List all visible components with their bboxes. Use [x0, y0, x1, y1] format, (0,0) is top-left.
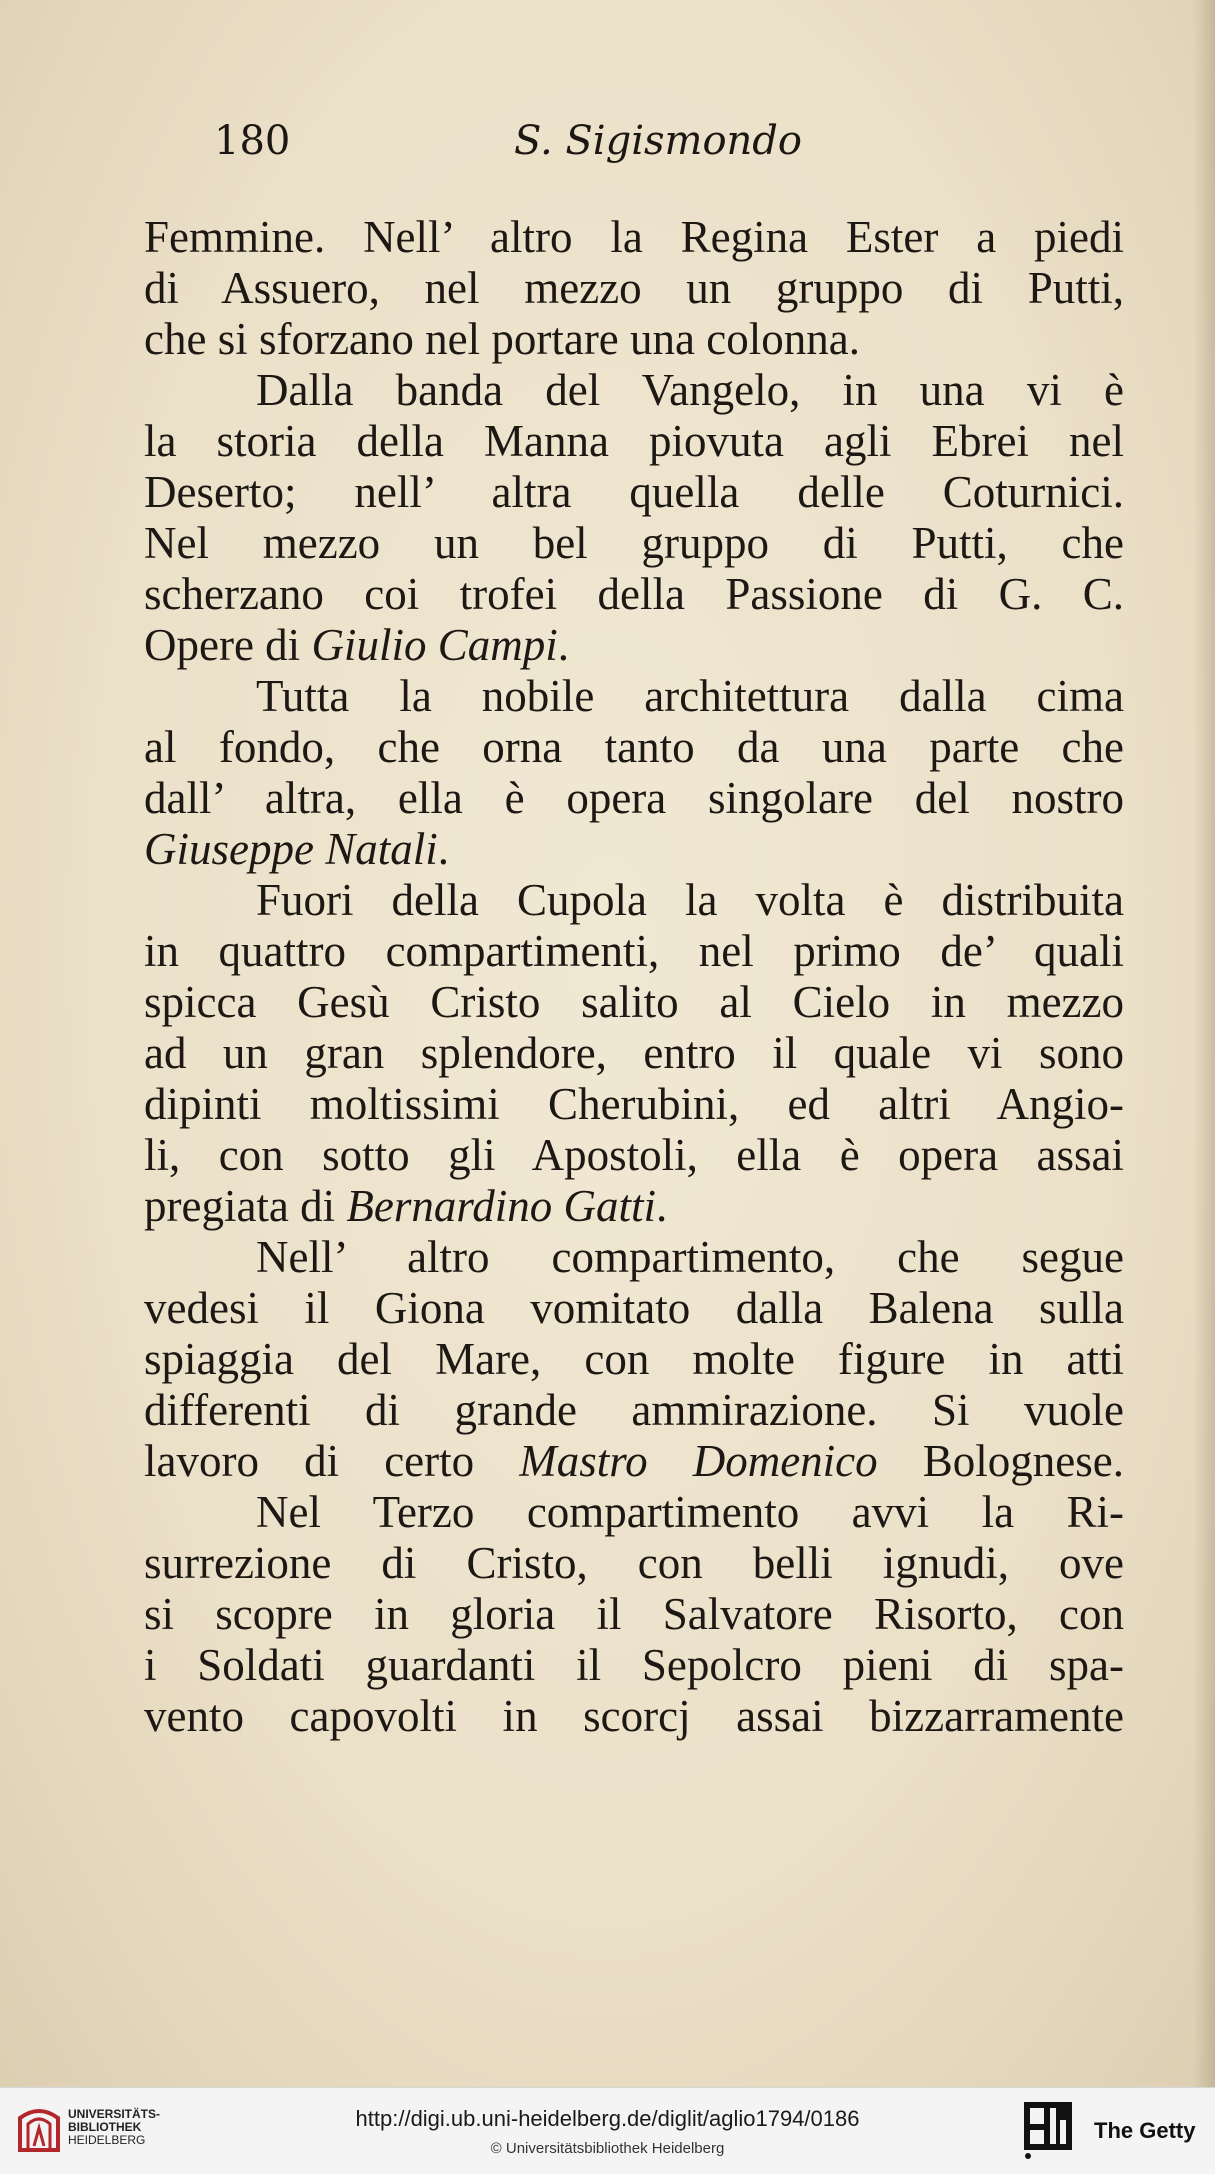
text-line: di Assuero, nel mezzo un gruppo di Putti, [144, 263, 1124, 313]
text-line: Tutta la nobile architettura dalla cima [256, 671, 1124, 721]
text-line: i Soldati guardanti il Sepolcro pieni di spa- [144, 1640, 1124, 1690]
text-line: in quattro compartimenti, nel primo de’ quali [144, 926, 1124, 976]
text-line: Dalla banda del Vangelo, in una vi è [256, 365, 1124, 415]
text-line: Deserto; nell’ altra quella delle Coturnici. [144, 467, 1124, 517]
running-head: S. Sigismondo [514, 118, 802, 164]
text-line: dall’ altra, ella è opera singolare del nostro [144, 773, 1124, 823]
text-line: ad un gran splendore, entro il quale vi sono [144, 1028, 1124, 1078]
text-line: Femmine. Nell’ altro la Regina Ester a piedi [144, 212, 1124, 262]
text-line: spiaggia del Mare, con molte figure in atti [144, 1334, 1124, 1384]
getty-label: The Getty [1094, 2118, 1196, 2143]
text-line: Fuori della Cupola la volta è distribuita [256, 875, 1124, 925]
text-line: vento capovolti in scorcj assai bizzarramente [144, 1691, 1124, 1741]
text-line: Nel Terzo compartimento avvi la Ri- [256, 1487, 1124, 1537]
text-line: si scopre in gloria il Salvatore Risorto, con [144, 1589, 1124, 1639]
text-line: dipinti moltissimi Cherubini, ed altri Angio- [144, 1079, 1124, 1129]
text-line: vedesi il Giona vomitato dalla Balena sulla [144, 1283, 1124, 1333]
text-line: lavoro di certo Mastro Domenico Bolognese. [144, 1436, 1124, 1486]
text-line: spicca Gesù Cristo salito al Cielo in mezzo [144, 977, 1124, 1027]
page-number: 180 [214, 118, 291, 164]
body-text [144, 212, 1124, 1742]
text-line: Giuseppe Natali. [144, 824, 449, 874]
artist-name: Bernardino Gatti [346, 1181, 656, 1231]
text-line: surrezione di Cristo, con belli ignudi, ove [144, 1538, 1124, 1588]
text-line: pregiata di Bernardino Gatti. [144, 1181, 668, 1231]
text-line: differenti di grande ammirazione. Si vuole [144, 1385, 1124, 1435]
text-line: Nel mezzo un bel gruppo di Putti, che [144, 518, 1124, 568]
artist-name: Giuseppe Natali [144, 824, 438, 874]
page-header [214, 118, 814, 178]
text-line: scherzano coi trofei della Passione di G. C. [144, 569, 1124, 619]
library-name: UNIVERSITÄTS- BIBLIOTHEK HEIDELBERG [68, 2107, 161, 2147]
permalink-url[interactable]: http://digi.ub.uni-heidelberg.de/diglit/aglio1794/0186 [355, 2106, 860, 2131]
text-line: che si sforzano nel portare una colonna. [144, 314, 860, 364]
text-line: li, con sotto gli Apostoli, ella è opera assai [144, 1130, 1124, 1180]
text-line: Opere di Giulio Campi. [144, 620, 569, 670]
page-edge-shadow [1193, 0, 1215, 2087]
copyright-notice: © Universitätsbibliothek Heidelberg [490, 2140, 725, 2157]
text-line: al fondo, che orna tanto da una parte che [144, 722, 1124, 772]
viewer-footer [0, 2087, 1215, 2174]
artist-name: Mastro Domenico [519, 1436, 878, 1486]
text-line: la storia della Manna piovuta agli Ebrei nel [144, 416, 1124, 466]
text-line: Nell’ altro compartimento, che segue [256, 1232, 1124, 1282]
artist-name: Giulio Campi [311, 620, 558, 670]
getty-logo-icon [1022, 2100, 1074, 2160]
